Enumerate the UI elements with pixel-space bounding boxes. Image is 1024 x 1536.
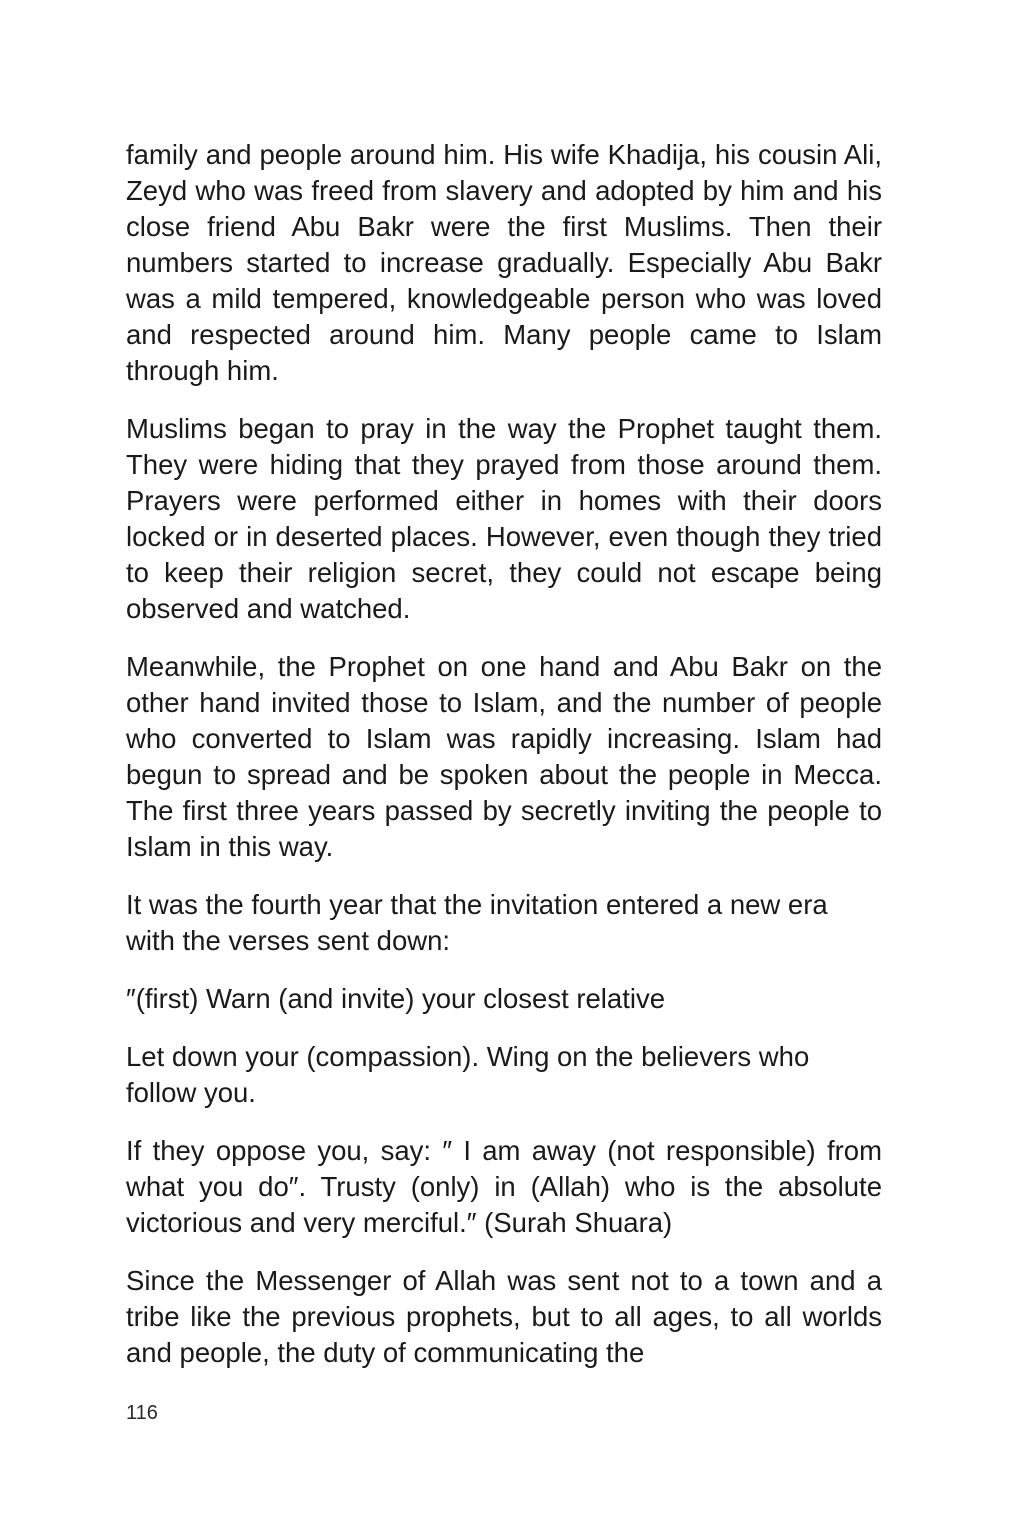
paragraph-fourth-year: It was the fourth year that the invitation entered a new era with the verses sent down:: [126, 889, 828, 956]
page-number: 116: [126, 1402, 158, 1424]
paragraph-secret-prayers: Muslims began to pray in the way the Prophet taught them. They were hiding that they prayed from those around them. Prayers were performed either in homes with their doors locked or in deserted places. However, even though they tried to keep their religion secret, they could not escape being observed and watched.: [126, 413, 882, 624]
verse-compassion: Let down your (compassion). Wing on the believers who follow you.: [126, 1041, 810, 1108]
paragraph-messenger: Since the Messenger of Allah was sent not to a town and a tribe like the previous prophets, but to all ages, to all worlds and people, the duty of communicating the: [126, 1265, 882, 1368]
verse-warn-relatives: ″(first) Warn (and invite) your closest relative: [126, 983, 666, 1014]
page-body: [126, 137, 882, 1393]
paragraph-first-muslims: family and people around him. His wife Khadija, his cousin Ali, Zeyd who was freed from slavery and adopted by him and his close friend Abu Bakr were the first Muslims. Then their numbers started to increase gradually. Especially Abu Bakr was a mild tempered, knowledgeable person who was loved and respected around him. Many people came to Islam through him.: [126, 139, 882, 386]
paragraph-invitation-spread: Meanwhile, the Prophet on one hand and Abu Bakr on the other hand invited those to Islam, and the number of people who converted to Islam was rapidly increasing. Islam had begun to spread and be spoken about the people in Mecca. The first three years passed by secretly inviting the people to Islam in this way.: [126, 651, 882, 862]
verse-oppose: If they oppose you, say: ″ I am away (not responsible) from what you do″. Trusty (only) in (Allah) who is the absolute victorious and very merciful.″ (Surah Shuara): [126, 1135, 882, 1238]
